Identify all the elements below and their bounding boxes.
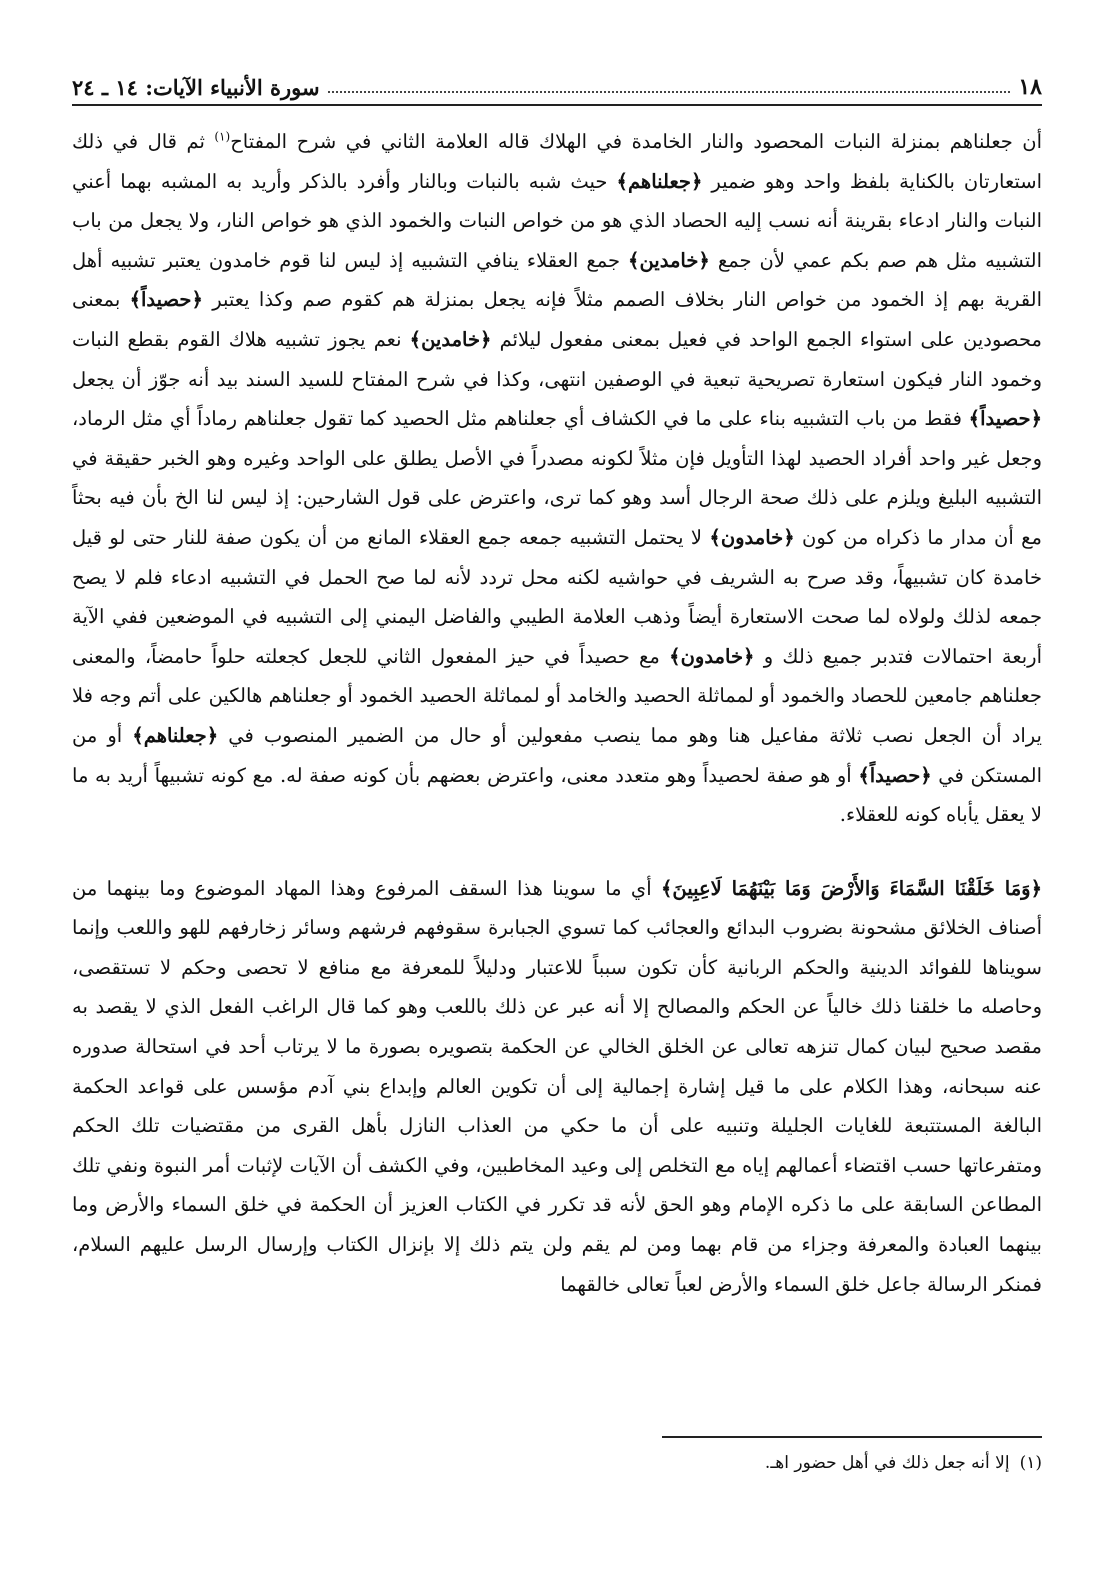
text-segment: جمع العقلاء ينافي التشبيه إذ ليس لنا قوم خامدون يعتبر تشبيه أهل القرية بهم إذ الخمود من خواص النار بخلاف الصمم مثلاً فإنه يجعل بمنزلة هم كقوم صم وكذا يعتبر	[72, 248, 1042, 312]
page-number: ١٨	[1018, 74, 1042, 100]
footnote	[765, 1448, 1042, 1478]
text-segment: مع حصيداً في حيز المفعول الثاني للجعل كجعلته حلواً حامضاً، والمعنى جعلناهم جامعين للحصاد والخمود أو لمماثلة الحصيد والخامد أو لمماثلة الحصيد الخمود أو جعلناهم هالكين على أتم وجه فلا يراد أن الجعل نصب ثلاثة مفاعيل هنا وهو مما ينصب مفعولين أو حال من الضمير المنصوب في	[72, 644, 1042, 747]
header-leader-dots	[328, 90, 1011, 93]
paragraph-1	[72, 122, 1042, 835]
quranic-term: ﴿حصيداً﴾	[858, 763, 932, 787]
section-title: سورة الأنبياء الآيات: ١٤ ـ ٢٤	[72, 75, 320, 100]
text-segment: ثم قال في ذلك استعارتان بالكناية بلفظ واحد وهو ضمير	[72, 130, 1043, 193]
quranic-term: ﴿خامدين﴾	[628, 248, 710, 272]
quranic-term: ﴿خامدون﴾	[709, 525, 795, 549]
text-segment: فقط من باب التشبيه بناء على ما في الكشاف أي جعلناهم مثل الحصيد كما تقول جعلناهم رماداً أي مثل الرماد، وجعل غير واحد أفراد الحصيد لهذا التأويل فإن مثلاً لكونه مصدراً في الأصل يطلق على الواحد وغيره وهو الخبر حقيقة في التشبيه البليغ ويلزم على ذلك صحة الرجال أسد وهو كما ترى، واعترض على قول الشارحين: إذ ليس لنا الخ بأن فيه بحثاً مع أن مدار ما ذكراه من كون	[72, 407, 1042, 549]
quranic-term: ﴿خامدون﴾	[669, 644, 755, 668]
footnote-reference[interactable]: (١)	[214, 129, 231, 144]
text-segment: أو من المستكن في	[72, 723, 1042, 787]
footnote-divider	[662, 1436, 1042, 1438]
quranic-term: ﴿خامدين﴾	[409, 327, 492, 351]
quranic-term: ﴿حصيداً﴾	[968, 407, 1042, 431]
quranic-term: ﴿حصيداً﴾	[129, 288, 203, 312]
paragraph-spacer	[72, 835, 1042, 869]
text-segment: لا يحتمل التشبيه جمعه جمع العقلاء المانع من أن يكون صفة للنار حتى لو قيل خامدة كان تشبيهاً، وقد صرح به الشريف في حواشيه لكنه محل تردد لأنه لما صح الحمل في التشبيه ادعاء فلم لا يصح جمعه لذلك ولولاه لما صحت الاستعارة أيضاً وذهب العلامة الطيبي والفاضل اليمني إلى التشبيه في الموضعين ففي الآية أربعة احتمالات فتدبر جميع ذلك و	[72, 525, 1042, 668]
quranic-term: ﴿جعلناهم﴾	[132, 723, 219, 747]
footnote-text: إلا أنه جعل ذلك في أهل حضور اهـ.	[764, 1453, 1010, 1473]
text-segment: بمعنى محصودين على استواء الجمع الواحد في فعيل بمعنى مفعول ليلائم	[72, 288, 1042, 351]
text-segment: نعم يجوز تشبيه هلاك القوم بقطع النبات وخمود النار فيكون استعارة تصريحية تبعية في الوصفين انتهى، وكذا في شرح المفتاح للسيد السند بيد أنه جوّز أن يجعل	[72, 327, 1042, 391]
quranic-verse: ﴿وَمَا خَلَقْنَا السَّمَاءَ وَالأَرْضَ وَمَا بَيْنَهُمَا لَاعِبِينَ﴾	[660, 876, 1042, 900]
text-segment: أي ما سوينا هذا السقف المرفوع وهذا المهاد الموضوع وما بينهما من أصناف الخلائق مشحونة بضروب البدائع والعجائب كما تسوي الجبابرة سقوفهم فرشهم وسائر زخارفهم للهو واللعب وإنما سويناها للفوائد الدينية والحكم الربانية كأن تكون سبباً للاعتبار ودليلاً للمعرفة مع منافع لا تحصى وحكم لا تستقصى، وحاصله ما خلقنا ذلك خالياً عن الحكم والمصالح إلا أنه عبر عن ذلك باللعب وهو كما قال الراغب الفعل الذي لا يقصد به مقصد صحيح لبيان كمال تنزهه تعالى عن الخلق الخالي عن الحكمة بتصويره بصورة ما لا يرتاب أحد في استحالة صدوره عنه سبحانه، وهذا الكلام على ما قيل إشارة إجمالية إلى أن تكوين العالم وإبداع بني آدم مؤسس على قواعد الحكمة البالغة المستتبعة للغايات الجليلة وتنبيه على أن ما حكي من العذاب النازل بأهل القرى من مقتضيات تلك الحكم ومتفرعاتها حسب اقتضاء أعمالهم إياه مع التخلص إلى وعيد المخاطبين، وفي الكشف أن الآيات لإثبات أمر النبوة ونفي تلك المطاعن السابقة على ما ذكره الإمام وهو الحق لأنه قد تكرر في الكتاب العزيز أن الحكمة في خلق السماء والأرض وما بينهما العبادة والمعرفة وجزاء من قام بهما ومن لم يقم ولن يتم ذلك إلا بإنزال الكتاب وإرسال الرسل عليهم السلام، فمنكر الرسالة جاعل خلق السماء والأرض لعباً تعالى خالقهما	[72, 876, 1042, 1296]
quranic-term: ﴿جعلناهم﴾	[616, 169, 703, 193]
footnote-number: (١)	[1019, 1453, 1042, 1473]
paragraph-2	[72, 869, 1042, 1305]
text-segment: أو هو صفة لحصيداً وهو متعدد معنى، واعترض بعضهم بأن كونه صفة له. مع كونه تشبيهاً أريد به ما لا يعقل يأباه كونه للعقلاء.	[72, 763, 1042, 827]
running-header	[72, 60, 1042, 106]
text-segment: أن جعلناهم بمنزلة النبات المحصود والنار الخامدة في الهلاك قاله العلامة الثاني في شرح المفتاح	[230, 130, 1042, 153]
commentary-body	[72, 122, 1042, 1304]
text-segment: حيث شبه بالنبات وبالنار وأفرد بالذكر وأريد به المشبه بهما أعني النبات والنار ادعاء بقرينة أنه نسب إليه الحصاد الذي هو من خواص النبات والخمود الذي هو خواص النار، ولا يجعل من باب التشبيه مثل هم صم بكم عمي لأن جمع	[72, 169, 1043, 272]
book-page	[72, 60, 1042, 1540]
